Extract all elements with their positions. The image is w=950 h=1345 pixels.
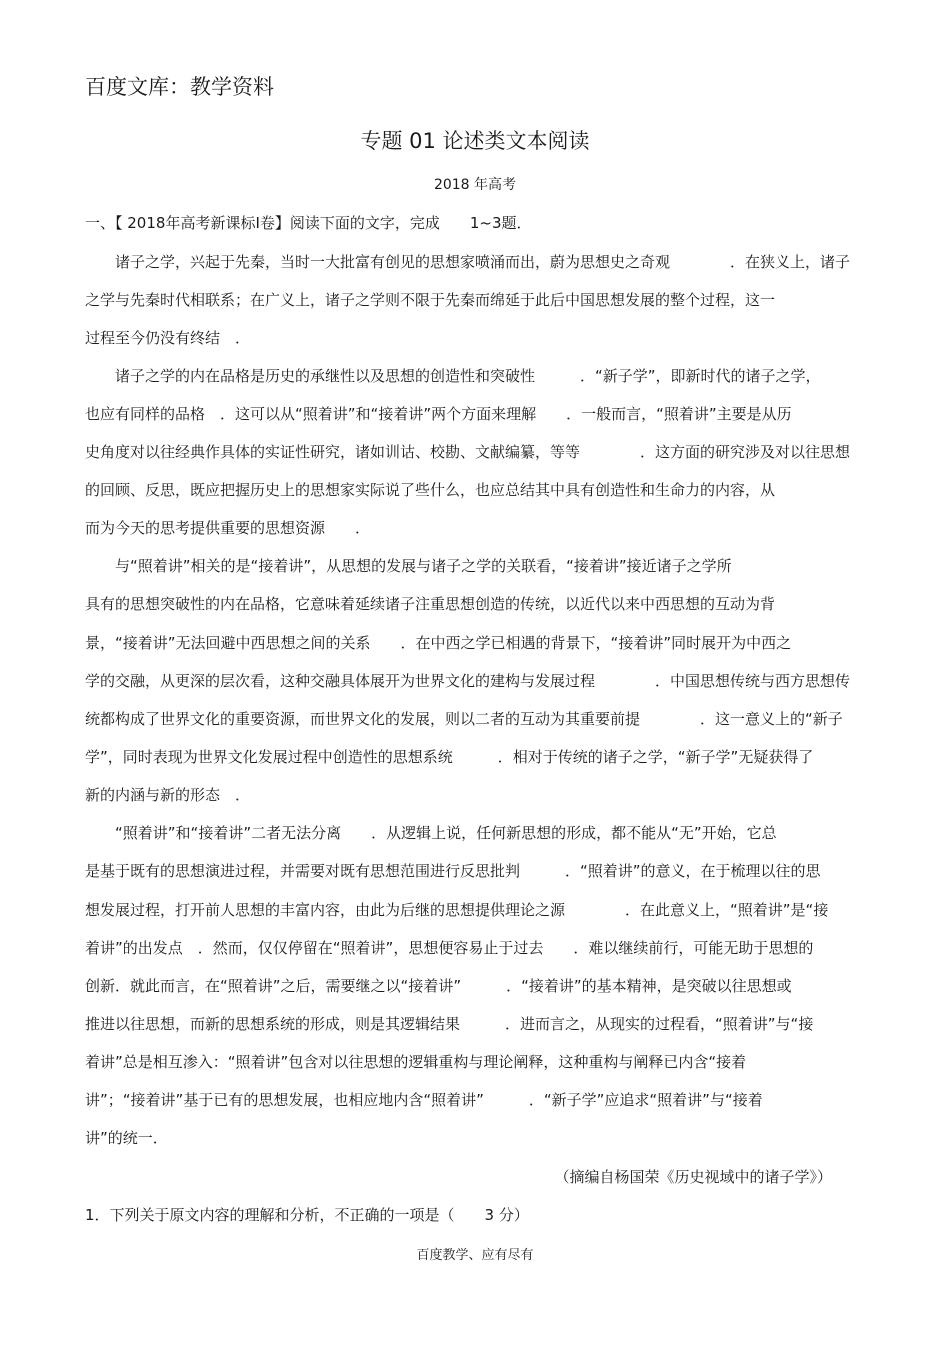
passage-line: 统都构成了世界文化的重要资源，而世界文化的发展，则以二者的互动为其重要前提 ．这一意义上的“新子 — [85, 710, 843, 728]
passage-line: 学”，同时表现为世界文化发展过程中创造性的思想系统 ．相对于传统的诸子之学，“新子学”无疑获得了 — [85, 748, 814, 766]
page-title: 专题 01 论述类文本阅读 — [360, 129, 590, 153]
passage-line: 景，“接着讲”无法回避中西思想之间的关系 ．在中西之学已相遇的背景下，“接着讲”同时展开为中西之 — [85, 634, 792, 652]
passage-line: 也应有同样的品格 ．这可以从“照着讲”和“接着讲”两个方面来理解 ．一般而言，“照着讲”主要是从历 — [85, 405, 792, 423]
site-header: 百度文库：教学资料 — [85, 75, 274, 99]
passage-line: 着讲”的出发点 ．然而，仅仅停留在“照着讲”，思想便容易止于过去 ．难以继续前行，可能无助于思想的 — [85, 939, 814, 957]
passage-line: 与“照着讲”相关的是“接着讲”，从思想的发展与诸子之学的关联看，“接着讲”接近诸子之学所 — [85, 557, 732, 575]
passage-line: 着讲”总是相互渗入：“照着讲”包含对以往思想的逻辑重构与理论阐释，这种重构与阐释已内含“接着 — [85, 1053, 747, 1071]
section-heading: 一、【 2018年高考新课标Ⅰ卷】阅读下面的文字，完成 1~3题． — [85, 214, 532, 232]
passage-source: （摘编自杨国荣《历史视域中的诸子学》） — [554, 1168, 832, 1186]
page-footer: 百度教学、应有尽有 — [416, 1248, 534, 1263]
passage-line: 想发展过程，打开前人思想的丰富内容，由此为后继的思想提供理论之源 ．在此意义上，“照着讲”是“接 — [85, 901, 829, 919]
passage-line: 诸子之学，兴起于先秦，当时一大批富有创见的思想家喷涌而出，蔚为思想史之奇观 ．在狭义上，诸子 — [85, 253, 851, 271]
passage-line: 新的内涵与新的形态 ． — [85, 786, 251, 804]
passage-line: 的回顾、反思，既应把握历史上的思想家实际说了些什么，也应总结其中具有创造性和生命力的内容，从 — [85, 481, 776, 499]
passage-line: “照着讲”和“接着讲”二者无法分离 ．从逻辑上说，任何新思想的形成，都不能从“无”开始，它总 — [85, 824, 777, 842]
passage-line: 史角度对以往经典作具体的实证性研究，诸如训诂、校勘、文献编纂，等等 ．这方面的研究涉及对以往思想 — [85, 443, 851, 461]
passage-line: 诸子之学的内在品格是历史的承继性以及思想的创造性和突破性 ．“新子学”，即新时代的诸子之学， — [85, 367, 821, 385]
question-1: 1．下列关于原文内容的理解和分析，不正确的一项是（ 3 分） — [85, 1206, 529, 1224]
passage-line: 学的交融，从更深的层次看，这种交融具体展开为世界文化的建构与发展过程 ．中国思想传统与西方思想传 — [85, 672, 851, 690]
passage-line: 之学与先秦时代相联系；在广义上，诸子之学则不限于先秦而绵延于此后中国思想发展的整个过程，这一 — [85, 291, 776, 309]
passage-line: 讲”；“接着讲”基于已有的思想发展，也相应地内含“照着讲” ．“新子学”应追求“照着讲”与“接着 — [85, 1091, 763, 1109]
passage-line: 而为今天的思考提供重要的思想资源 ． — [85, 519, 371, 537]
page-subtitle: 2018 年高考 — [433, 177, 517, 193]
passage-line: 推进以往思想，而新的思想系统的形成，则是其逻辑结果 ．进而言之，从现实的过程看，“照着讲”与“接 — [85, 1015, 814, 1033]
passage-line: 创新．就此而言，在“照着讲”之后，需要继之以“接着讲” ．“接着讲”的基本精神，是突破以往思想或 — [85, 977, 792, 995]
passage-line: 具有的思想突破性的内在品格，它意味着延续诸子注重思想创造的传统，以近代以来中西思想的互动为背 — [85, 595, 776, 613]
passage-line: 讲”的统一． — [85, 1129, 168, 1147]
passage-line: 过程至今仍没有终结 ． — [85, 329, 251, 347]
passage-line: 是基于既有的思想演进过程，并需要对既有思想范围进行反思批判 ．“照着讲”的意义，在于梳理以往的思 — [85, 862, 821, 880]
